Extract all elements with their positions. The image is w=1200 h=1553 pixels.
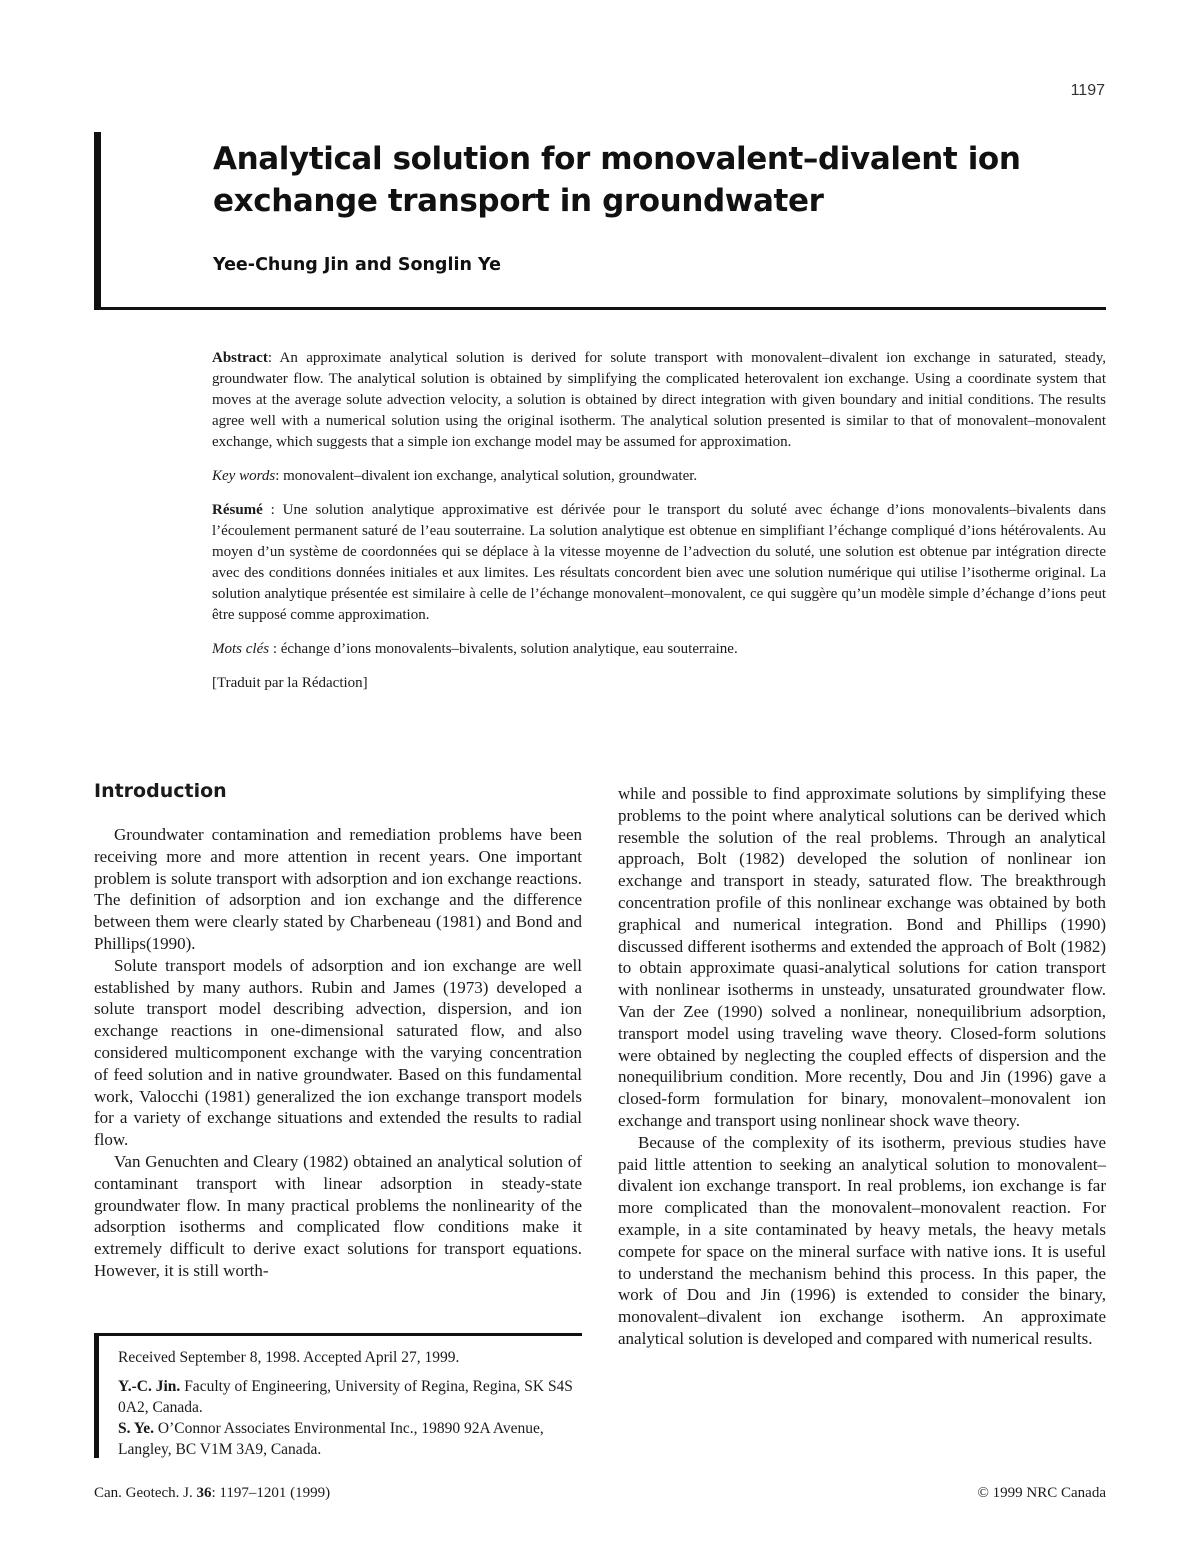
- received-text: [118, 1347, 578, 1460]
- abstract-label: Abstract: [212, 350, 268, 366]
- mots-cles-label: Mots clés: [212, 641, 270, 657]
- resume: [212, 500, 1106, 626]
- authors: Yee-Chung Jin and Songlin Ye: [213, 255, 501, 275]
- abstract: [212, 348, 1106, 453]
- journal-citation: [94, 1485, 330, 1502]
- received-top-rule: [94, 1333, 582, 1336]
- title-block: [94, 132, 1106, 308]
- title-left-rule: [94, 132, 101, 310]
- body-paragraph: Van Genuchten and Cleary (1982) obtained an analytical solution of contaminant transport with linear adsorption in steady-state groundwater flow. In many practical problems the nonlinearity of the adsorption isotherms and complicated flow conditions make it extremely difficult to derive exact solutions for transport equations. However, it is still worth-: [94, 1151, 582, 1280]
- author-1-name: Y.-C. Jin.: [118, 1378, 181, 1395]
- translation-note: [Traduit par la Rédaction]: [212, 675, 368, 691]
- author-affiliation-2: [118, 1418, 578, 1460]
- introduction-heading: Introduction: [94, 780, 227, 802]
- right-column: [618, 783, 1106, 1350]
- author-2-name: S. Ye.: [118, 1420, 155, 1437]
- received-box: [94, 1333, 582, 1458]
- keywords-label: Key words: [212, 468, 276, 484]
- received-dates: Received September 8, 1998. Accepted April 27, 1999.: [118, 1349, 460, 1366]
- journal-name: Can. Geotech. J.: [94, 1485, 197, 1501]
- article-title-line-1: Analytical solution for monovalent–divalent ion: [213, 141, 1021, 177]
- author-1-affiliation: Faculty of Engineering, University of Regina, Regina, SK S4S 0A2, Canada.: [118, 1378, 573, 1416]
- journal-volume: 36: [196, 1485, 212, 1501]
- abstract-block: [212, 348, 1106, 694]
- body-paragraph: Because of the complexity of its isotherm, previous studies have paid little attention to seeking an analytical solution to monovalent–divalent ion exchange transport. In real problems, ion exchange is far more complicated than the monovalent–monovalent reaction. For example, in a site contaminated by heavy metals, the heavy metals compete for space on the mineral surface with native ions. It is useful to understand the mechanism behind this process. In this paper, the work of Dou and Jin (1996) is extended to consider the binary, monovalent–divalent ion exchange isotherm. An approximate analytical solution is developed and compared with numerical results.: [618, 1132, 1106, 1348]
- article-title: [213, 138, 1020, 222]
- resume-text: : Une solution analytique approximative est dérivée pour le transport du soluté avec échange d’ions monovalents–bivalents dans l’écoulement permanent saturé de l’eau souterraine. La solution analytique est obtenue en simplifiant l’échange compliqué d’ions hétérovalents. Au moyen d’un système de coordonnées qui se déplace à la vitesse moyenne de l’advection du soluté, une solution est obtenue par intégration directe avec des conditions données initiales et aux limites. Les résultats concordent bien avec une solution numérique qui utilise l’isotherme original. La solution analytique présentée est similaire à celle de l’échange monovalent–monovalent, ce qui suggère qu’un modèle simple d’échange d’ions peut être supposé comme approximation.: [212, 502, 1106, 623]
- author-2-affiliation: O’Connor Associates Environmental Inc., 19890 92A Avenue, Langley, BC V1M 3A9, Canada.: [118, 1420, 544, 1458]
- body-paragraph: while and possible to find approximate solutions by simplifying these problems to the point where analytical solutions can be derived which resemble the solution of the real problems. Through an analytical approach, Bolt (1982) developed the solution of nonlinear ion exchange and transport in steady, saturated flow. The breakthrough concentration profile of this nonlinear exchange was obtained by both graphical and numerical integration. Bond and Phillips (1990) discussed different isotherms and extended the approach of Bolt (1982) to obtain approximate quasi-analytical solutions for cation transport with nonlinear isotherms in unsteady, unsaturated groundwater flow. Van der Zee (1990) solved a nonlinear, nonequilibrium adsorption, transport model using traveling wave theory. Closed-form solutions were obtained by neglecting the coupled effects of dispersion and the nonequilibrium condition. More recently, Dou and Jin (1996) gave a closed-form formulation for binary, monovalent–monovalent ion exchange and transport using nonlinear shock wave theory.: [618, 784, 1106, 1130]
- keywords: [212, 466, 1106, 487]
- article-title-line-2: exchange transport in groundwater: [213, 183, 824, 219]
- copyright: © 1999 NRC Canada: [977, 1485, 1106, 1501]
- keywords-text: : monovalent–divalent ion exchange, analytical solution, groundwater.: [275, 468, 698, 484]
- mots-cles-text: : échange d’ions monovalents–bivalents, solution analytique, eau souterraine.: [269, 641, 738, 657]
- mots-cles: [212, 639, 1106, 660]
- title-bottom-rule: [94, 307, 1106, 310]
- body-paragraph: Solute transport models of adsorption and ion exchange are well established by many authors. Rubin and James (1973) developed a solute transport model describing advection, dispersion, and ion exchange reactions in one-dimensional saturated flow, and also considered multicomponent exchange with the varying concentration of feed solution and in native groundwater. Based on this fundamental work, Valocchi (1981) generalized the ion exchange transport models for a variety of exchange situations and extended the results to radial flow.: [94, 955, 582, 1150]
- page-number: 1197: [1070, 82, 1105, 99]
- body-paragraph: Groundwater contamination and remediation problems have been receiving more and more attention in recent years. One important problem is solute transport with adsorption and ion exchange reactions. The definition of adsorption and ion exchange and the difference between them were clearly stated by Charbeneau (1981) and Bond and Phillips(1990).: [94, 825, 582, 953]
- resume-label: Résumé: [212, 502, 263, 518]
- author-affiliation-1: [118, 1376, 578, 1418]
- received-left-rule: [94, 1333, 99, 1458]
- journal-pages: : 1197–1201 (1999): [211, 1485, 331, 1501]
- abstract-text: : An approximate analytical solution is derived for solute transport with monovalent–divalent ion exchange in saturated, steady, groundwater flow. The analytical solution is obtained by simplifying the complicated heterovalent ion exchange. Using a coordinate system that moves at the average solute advection velocity, a solution is obtained by direct integration with given boundary and initial conditions. The results agree well with a numerical solution using the original isotherm. The analytical solution presented is similar to that of monovalent–monovalent exchange, which suggests that a simple ion exchange model may be assumed for approximation.: [212, 350, 1106, 450]
- left-column: [94, 778, 582, 1282]
